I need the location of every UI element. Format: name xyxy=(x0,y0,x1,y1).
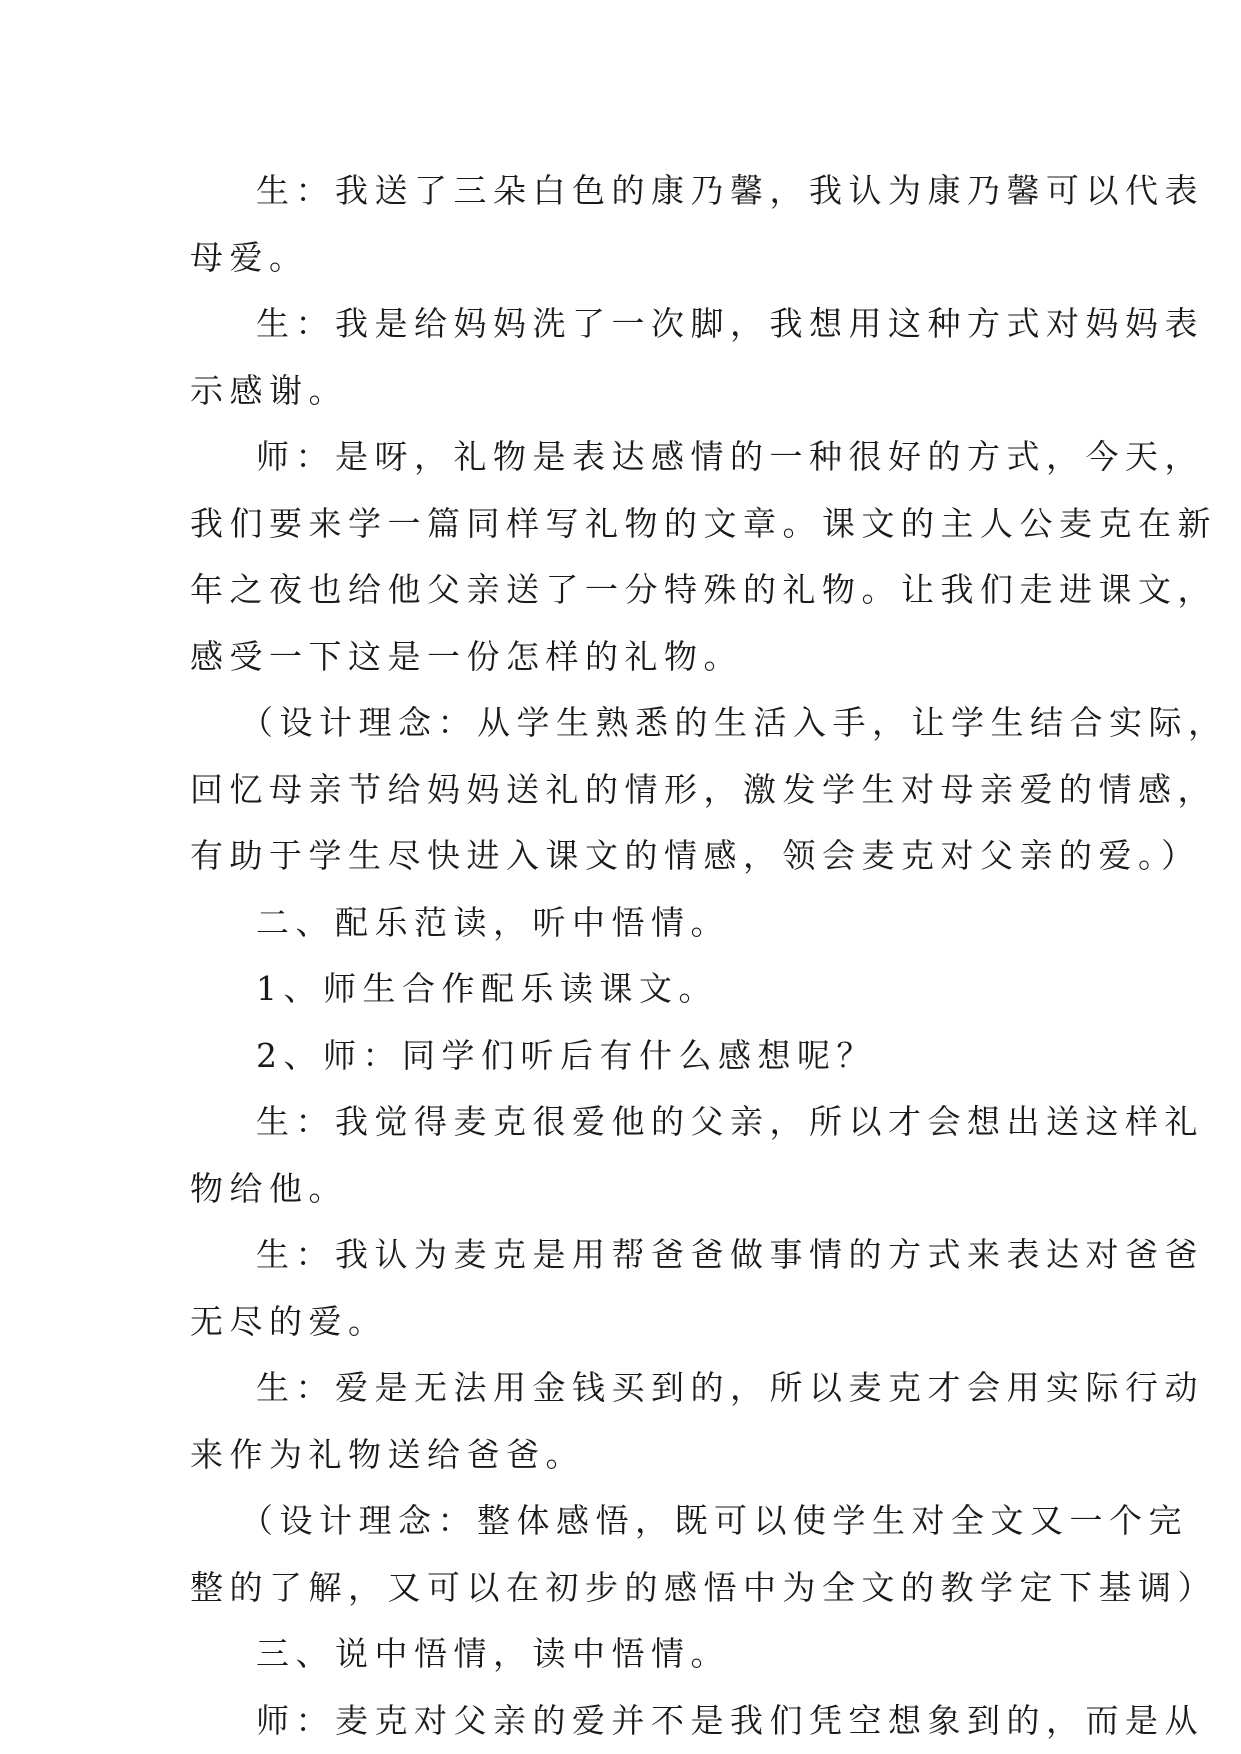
design-note-line: （设计理念：整体感悟，既可以使学生对全文又一个完 xyxy=(240,1501,1188,1540)
document-body xyxy=(190,158,1228,1754)
paragraph-line: 师：麦克对父亲的爱并不是我们凭空想象到的，而是从 xyxy=(256,1700,1204,1740)
paragraph-line: 来作为礼物送给爸爸。 xyxy=(190,1434,585,1474)
paragraph-line: 年之夜也给他父亲送了一分特殊的礼物。让我们走进课文， xyxy=(190,570,1217,609)
paragraph-line: 生：我送了三朵白色的康乃馨，我认为康乃馨可以代表 xyxy=(256,171,1204,210)
design-note-line: 有助于学生尽快进入课文的情感，领会麦克对父亲的爱。） xyxy=(190,836,1201,875)
paragraph-line: 母爱。 xyxy=(190,237,309,277)
paragraph-line: 生：爱是无法用金钱买到的，所以麦克才会用实际行动 xyxy=(256,1368,1204,1407)
list-item: 2、师：同学们听后有什么感想呢？ xyxy=(256,1035,876,1075)
list-item: 1、师生合作配乐读课文。 xyxy=(256,969,718,1008)
paragraph-line: 物给他。 xyxy=(190,1168,348,1208)
paragraph-line: 师：是呀，礼物是表达感情的一种很好的方式，今天， xyxy=(256,437,1204,476)
paragraph-line: 生：我是给妈妈洗了一次脚，我想用这种方式对妈妈表 xyxy=(256,304,1204,343)
paragraph-line: 感受一下这是一份怎样的礼物。 xyxy=(190,636,743,676)
paragraph-line: 我们要来学一篇同样写礼物的文章。课文的主人公麦克在新 xyxy=(190,503,1217,543)
paragraph-line: 示感谢。 xyxy=(190,370,348,410)
design-note-line: 回忆母亲节给妈妈送礼的情形，激发学生对母亲爱的情感， xyxy=(190,769,1217,809)
section-heading: 三、说中悟情，读中悟情。 xyxy=(256,1634,730,1673)
paragraph-line: 生：我认为麦克是用帮爸爸做事情的方式来表达对爸爸 xyxy=(256,1235,1204,1274)
paragraph-line: 生：我觉得麦克很爱他的父亲，所以才会想出送这样礼 xyxy=(256,1102,1204,1141)
design-note-line: 整的了解，又可以在初步的感悟中为全文的教学定下基调） xyxy=(190,1567,1217,1607)
section-heading: 二、配乐范读，听中悟情。 xyxy=(256,902,730,942)
design-note-line: （设计理念：从学生熟悉的生活入手，让学生结合实际， xyxy=(240,703,1228,742)
paragraph-line: 无尽的爱。 xyxy=(190,1301,388,1341)
